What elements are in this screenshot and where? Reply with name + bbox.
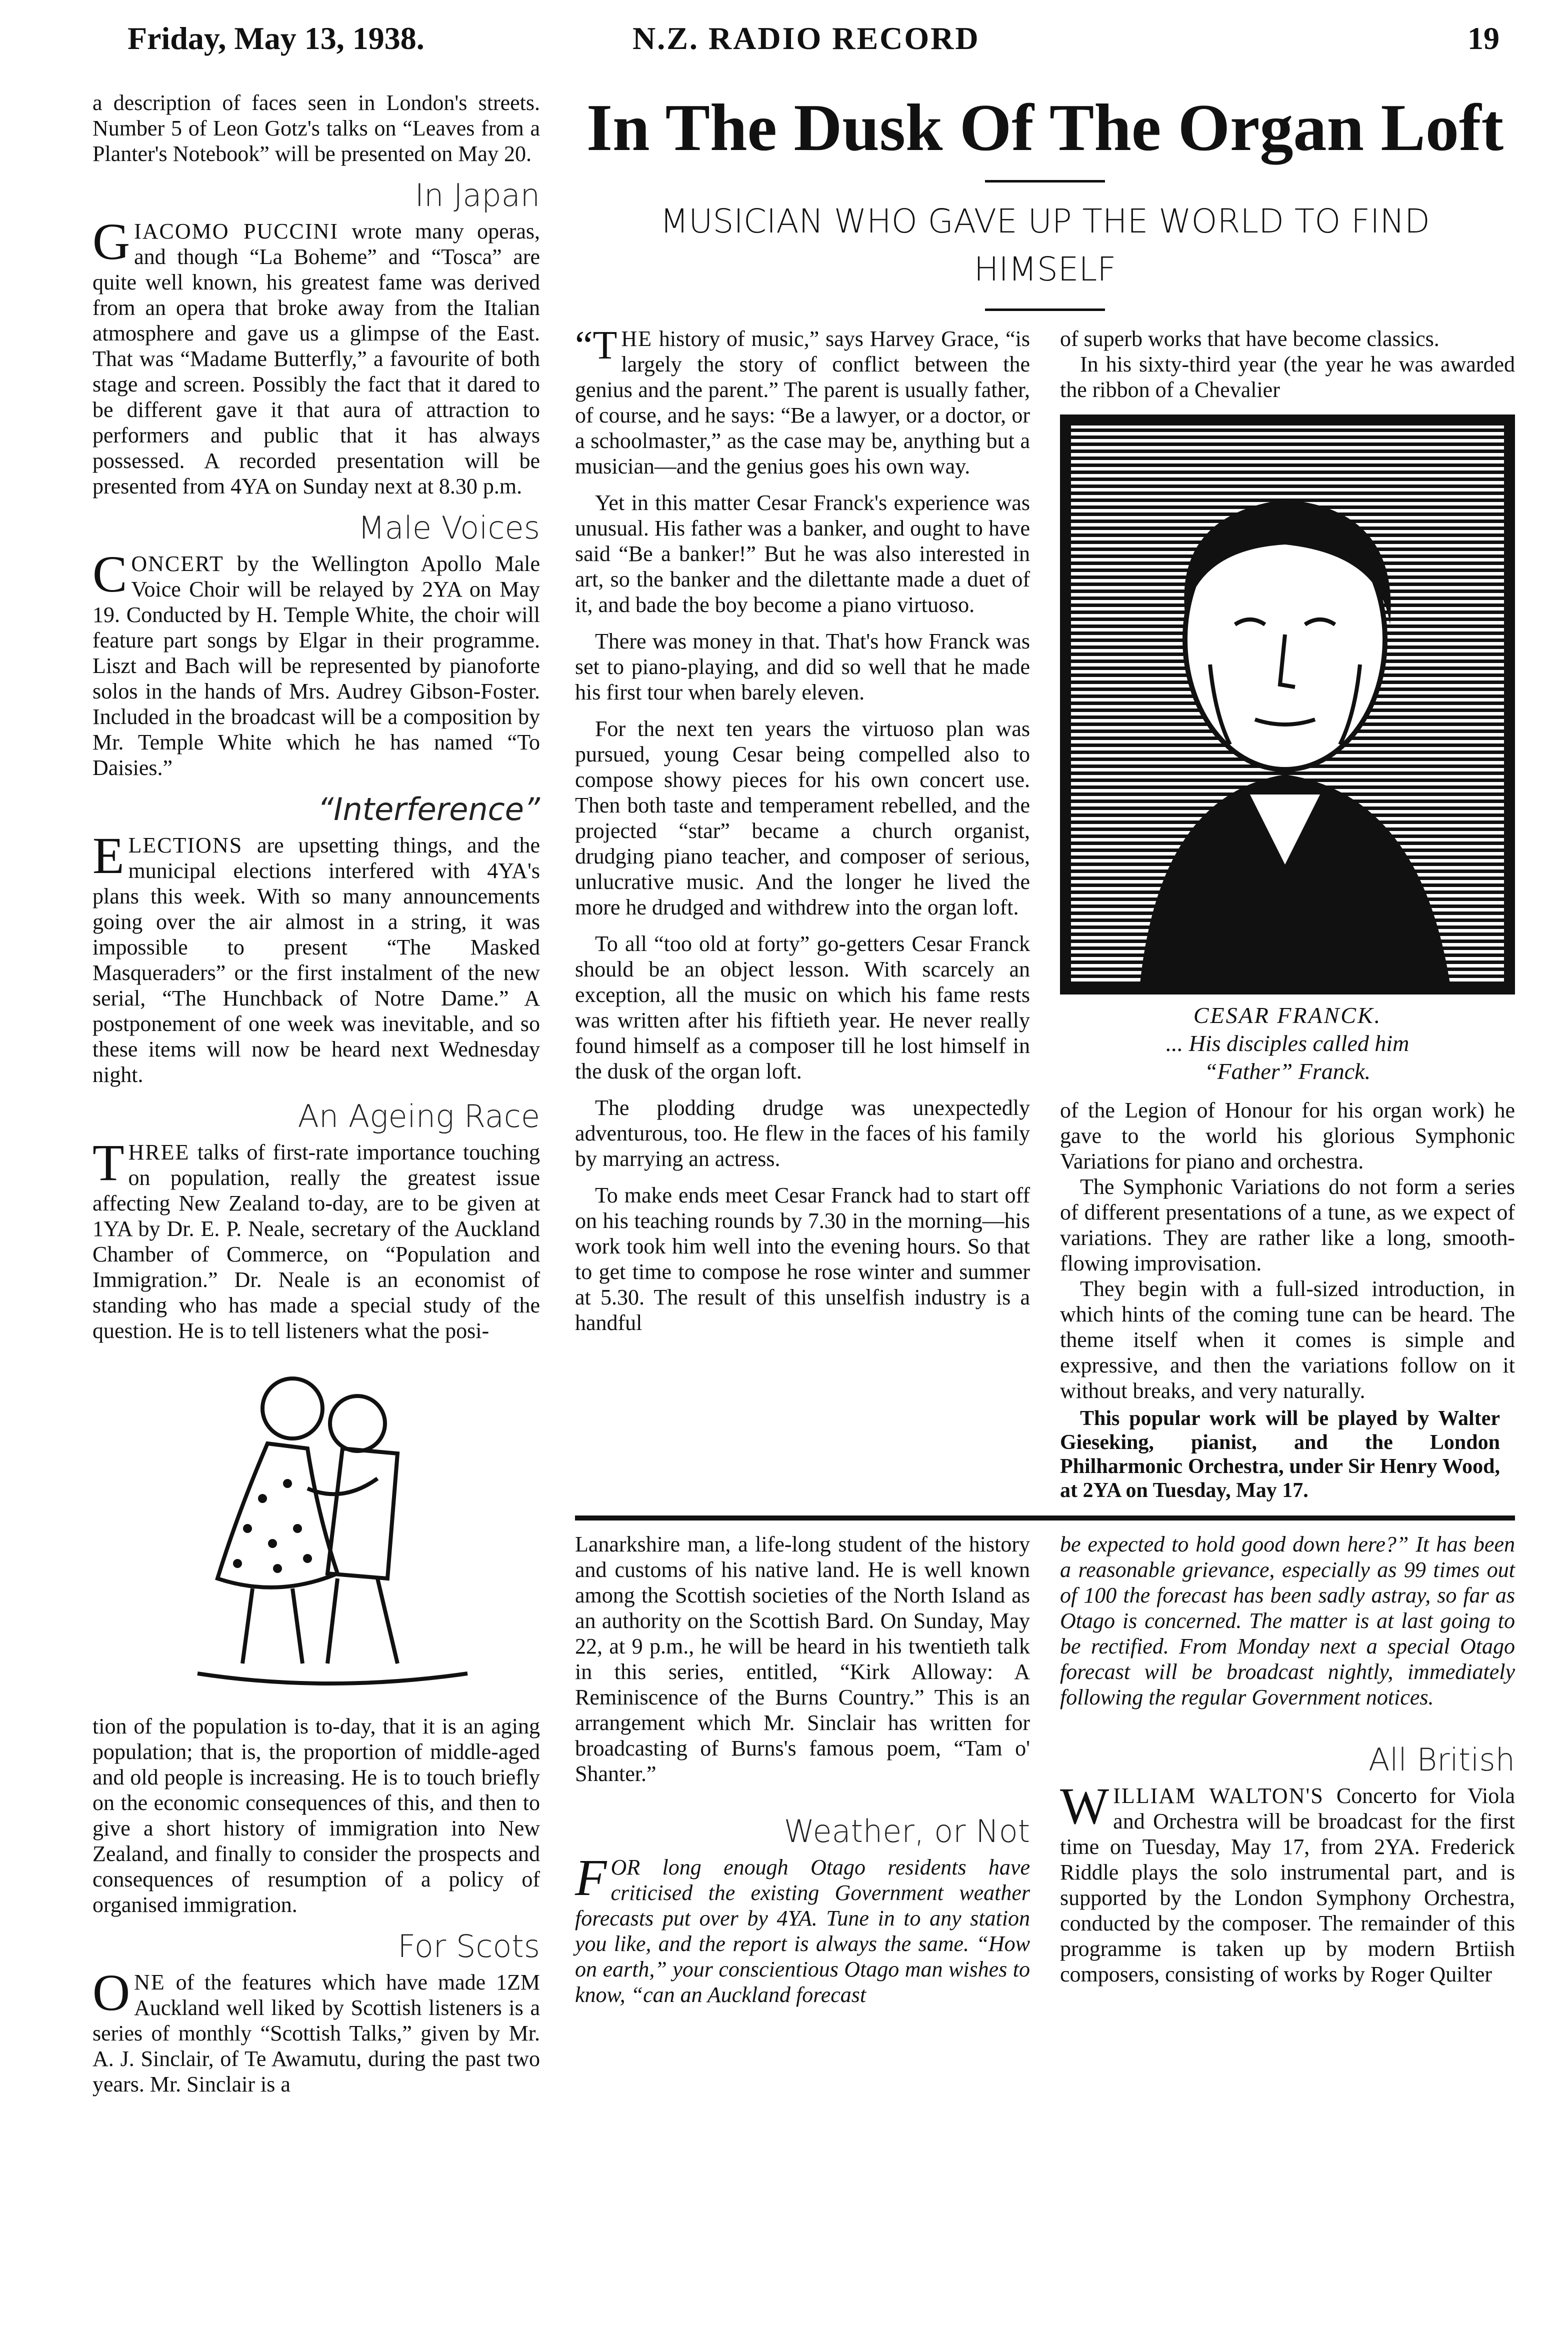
section-heading-all-british: All British bbox=[1368, 1742, 1515, 1778]
article-paragraph: history of music,” says Harvey Grace, “is largely the story of conflict between the genius and the parent.” The parent is usually father, of course, and he says: “Be a lawyer, or a doctor, or a schoolmaster,” as the case may be, anything but a musician—and the genius goes his own way. bbox=[575, 326, 1030, 478]
drop-cap: W bbox=[1060, 1778, 1110, 1835]
lead-caps: HREE bbox=[128, 1140, 190, 1164]
drop-cap: C bbox=[92, 546, 128, 603]
article-column-2 bbox=[575, 326, 1030, 1336]
article-column-3 bbox=[1060, 326, 1515, 1502]
publication-title: N.Z. RADIO RECORD bbox=[632, 20, 980, 56]
section-heading-weather: Weather, or Not bbox=[784, 1813, 1030, 1850]
section-heading: Male Voices bbox=[358, 510, 540, 546]
column-1 bbox=[92, 90, 540, 2097]
article-subheadline: MUSICIAN WHO GAVE UP THE WORLD TO FIND HIMSELF bbox=[660, 202, 1430, 288]
drop-cap: G bbox=[92, 213, 130, 270]
continuation-paragraph: Lanarkshire man, a life-long student of the history and customs of his native land. He is well known among the Scottish societies of the North Island as an authority on the Scottish Bard. On Sunday, May 22, at 9 p.m., he will be heard in his twentieth talk in this series, entitled, “Kirk Alloway: A Reminiscence of the Burns Country.” This is an arrangement which Mr. Sinclair has written for broadcasting of Burns's famous poem, “Tam o' Shanter.” bbox=[575, 1532, 1030, 1786]
drop-cap: E bbox=[92, 827, 124, 884]
lead-caps: LECTIONS bbox=[128, 833, 243, 858]
section-text: wrote many operas, and though “La Boheme” and “Tosca” are quite well known, his greatest fame was derived from an opera that broke away from the Italian atmosphere and gave us a glimpse of the East. That was “Madame Butterfly,” a favourite of both stage and screen. Possibly the fact that it dared to be different gave it that aura of attraction to performers and public that it has always possessed. A recorded presentation will be presented from 4YA on Sunday next at 8.30 p.m. bbox=[92, 219, 540, 498]
divider bbox=[985, 308, 1105, 311]
article-paragraph: of superb works that have become classics. bbox=[1060, 326, 1440, 351]
portrait-caption bbox=[1060, 1002, 1515, 1086]
section-heading: In Japan bbox=[414, 177, 540, 214]
article-paragraph: The plodding drudge was unexpectedly adventurous, too. He flew in the faces of his family by marrying an actress. bbox=[575, 1096, 1030, 1171]
article-paragraph: For the next ten years the virtuoso plan was pursued, young Cesar being compelled also to compose showy pieces for his own concert use. Then both taste and temperament rebelled, and the projected “star” became a church organist, drudging piano teacher, and composer of serious, unlucrative music. And the longer he lived the more he drudged and withdrew into the organ loft. bbox=[575, 716, 1030, 920]
bottom-column-3 bbox=[1060, 1532, 1515, 1987]
caption-line: ... His disciples called him “Father” Franck. bbox=[1166, 1030, 1410, 1084]
drop-cap: T bbox=[92, 1134, 124, 1192]
article-headline: In The Dusk Of The Organ Loft bbox=[586, 90, 1504, 164]
article-paragraph: To make ends meet Cesar Franck had to start off on his teaching rounds by 7.30 in the morning—his work took him well into the evening hours. So that to get time to compose he rose winter and summer at 5.30. The result of this unselfish industry is a handful bbox=[575, 1183, 1030, 1335]
section-interference bbox=[92, 790, 540, 1088]
lead-caps: HE bbox=[621, 326, 653, 351]
section-ageing-race bbox=[92, 1096, 540, 1344]
lead-caps: OR bbox=[610, 1855, 640, 1880]
section-text: are upsetting things, and the municipal elections interfered with 4YA's plans this week. With so many announcements going over the air almost in a string, it was impossible to present “The Masked Masqueraders” or the first instalment of the new serial, “The Hunchback of Notre Dame.” A postponement of one week was inevitable, and so these items will now be heard next Wednesday night. bbox=[92, 833, 540, 1087]
issue-date: Friday, May 13, 1938. bbox=[128, 20, 424, 56]
article-paragraph: To all “too old at forty” go-getters Cesar Franck should be an object lesson. With scarcely an exception, all the music on which his fame rests was written after his fiftieth year. He never really found himself as a composer till he lost himself in the dusk of the organ loft. bbox=[575, 932, 1030, 1084]
article-columns bbox=[575, 326, 1515, 1502]
section-heading: “Interference” bbox=[318, 791, 540, 828]
article-paragraph: Yet in this matter Cesar Franck's experience was unusual. His father was a banker, and ought to have said “Be a banker!” But he was also interested in art, so the banker and the dilettante made a duet of it, and bade the boy become a piano virtuoso. bbox=[575, 490, 1030, 617]
broadcast-note: This popular work will be played by Walter Gieseking, pianist, and the London Philharmonic Orchestra, under Sir Henry Wood, at 2YA on Tuesday, May 17. bbox=[1060, 1407, 1500, 1502]
section-male-voices bbox=[92, 508, 540, 780]
section-divider bbox=[575, 1516, 1515, 1520]
column-1-top bbox=[92, 90, 540, 1344]
lead-caps: ONCERT bbox=[131, 552, 224, 576]
caption-name: CESAR FRANCK. bbox=[1193, 1002, 1382, 1028]
divider bbox=[985, 180, 1105, 182]
lead-caps: IACOMO PUCCINI bbox=[134, 219, 338, 244]
article-paragraph: The Symphonic Variations do not form a series of different presentations of a tune, as we expect of variations. They are rather like a long, smooth-flowing improvisation. bbox=[1060, 1174, 1515, 1276]
article-paragraph: In his sixty-third year (the year he was awarded the ribbon of a Chevalier bbox=[1060, 352, 1515, 402]
section-text: talks of first-rate importance touching on population, really the greatest issue affecting New Zealand to-day, are to be given at 1YA by Dr. E. P. Neale, secretary of the Auckland Chamber of Commerce, on “Population and Immigration.” Dr. Neale is an economist of standing who has made a special study of the question. He is to tell listeners what the posi- bbox=[92, 1140, 540, 1343]
article-paragraph: They begin with a full-sized introduction, in which hints of the coming tune can be heard. The theme itself when it comes is simple and expressive, and then the variations follow on it without breaks, and very naturally. bbox=[1060, 1276, 1515, 1403]
section-heading-for-scots: For Scots bbox=[398, 1928, 540, 1964]
column-1-bottom bbox=[92, 1714, 540, 2097]
bottom-column-2 bbox=[575, 1532, 1030, 2008]
article-paragraph: There was money in that. That's how Franck was set to piano-playing, and did so well that he made his first tour when barely eleven. bbox=[575, 629, 1030, 704]
lead-caps: NE bbox=[134, 1970, 166, 1994]
lead-caps: ILLIAM WALTON'S bbox=[1113, 1784, 1324, 1808]
section-text: Concerto for Viola and Orchestra will be broadcast for the first time on Tuesday, May 17, from 2YA. Frederick Riddle plays the solo instrumental part, and is supported by the London Symphony Orchestra, conducted by the composer. The remainder of this programme is taken up by modern Brtiish composers, consisting of works by Roger Quilter bbox=[1060, 1784, 1515, 1986]
intro-paragraph: a description of faces seen in London's streets. Number 5 of Leon Gotz's talks on “Leaves from a Planter's Notebook” will be presented on May 20. bbox=[92, 90, 540, 166]
section-text: by the Wellington Apollo Male Voice Choir will be relayed by 2YA on May 19. Conducted by H. Temple White, the choir will feature part songs by Elgar in their programme. Liszt and Bach will be represented by pianoforte solos in the hands of Mrs. Audrey Gibson-Foster. Included in the broadcast will be a composition by Mr. Temple White which he has named “To Daisies.” bbox=[92, 552, 540, 780]
drop-cap: “T bbox=[575, 324, 618, 368]
continuation-paragraph: be expected to hold good down here?” It has been a reasonable grievance, especially as 99 times out of 100 the forecast has been sadly astray, so far as Otago is concerned. The matter is at last going to be rectified. From Monday next a special Otago forecast will be broadcast nightly, immediately following the regular Government notices. bbox=[1060, 1532, 1515, 1710]
article-paragraph: of the Legion of Honour for his organ work) he gave to the world his glorious Symphonic Variations for piano and orchestra. bbox=[1060, 1098, 1515, 1174]
section-text: long enough Otago residents have criticised the existing Government weather forecasts put over by 4YA. Tune in to any station you like, and the report is always the same. “How on earth,” your conscientious Otago man wishes to know, “can an Auckland forecast bbox=[575, 1855, 1030, 2007]
continuation-paragraph: tion of the population is to-day, that it is an aging population; that is, the proportion of middle-aged and old people is increasing. He is to touch briefly on the economic consequences of this, and then to give a short history of immigration into New Zealand, and finally to consider the prospects and consequences of resumption of a policy of organised immigration. bbox=[92, 1714, 540, 1917]
drop-cap: O bbox=[92, 1964, 130, 2022]
bottom-columns bbox=[575, 1532, 1515, 2008]
section-in-japan bbox=[92, 176, 540, 499]
article-area bbox=[575, 90, 1515, 2008]
drop-cap: F bbox=[575, 1849, 607, 1906]
page-layout bbox=[92, 90, 1515, 2097]
cesar-franck-portrait bbox=[1060, 414, 1515, 994]
section-text: of the features which have made 1ZM Auckland well liked by Scottish listeners is a series of monthly “Scottish Talks,” given by Mr. A. J. Sinclair, of Te Awamutu, during the past two years. Mr. Sinclair is a bbox=[92, 1970, 540, 2096]
page-number: 19 bbox=[1468, 20, 1500, 56]
section-heading: An Ageing Race bbox=[298, 1098, 540, 1134]
dancing-couple-illustration bbox=[178, 1364, 488, 1694]
